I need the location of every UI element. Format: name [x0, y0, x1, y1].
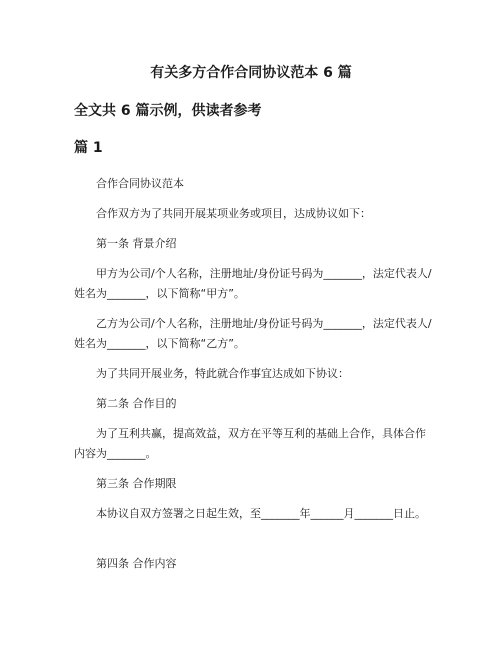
section-heading: 篇 1	[74, 140, 103, 156]
paragraph-contract-title: 合作合同协议范本	[96, 177, 184, 190]
paragraph-term: 本协议自双方签署之日起生效，至_______年______月_______日止。	[96, 507, 426, 520]
paragraph-party-b: 乙方为公司/个人名称，注册地址/身份证号码为_______，法定代表人/姓名为_______，以下简称“乙方”。	[74, 317, 432, 350]
paragraph-party-a: 甲方为公司/个人名称，注册地址/身份证号码为_______，法定代表人/姓名为_______，以下简称“甲方”。	[74, 267, 432, 300]
paragraph-article-2-heading: 第二条 合作目的	[96, 397, 177, 410]
paragraph-article-4-heading: 第四条 合作内容	[96, 557, 177, 570]
paragraph-intro: 合作双方为了共同开展某项业务或项目，达成协议如下：	[96, 207, 371, 220]
document-title: 有关多方合作合同协议范本 6 篇	[150, 65, 352, 81]
paragraph-purpose: 为了互利共赢，提高效益，双方在平等互利的基础上合作，具体合作内容为_______。	[74, 427, 426, 460]
document-subtitle: 全文共 6 篇示例，供读者参考	[74, 103, 262, 119]
paragraph-article-1-heading: 第一条 背景介绍	[96, 237, 177, 250]
paragraph-article-3-heading: 第三条 合作期限	[96, 477, 177, 490]
paragraph-agreement-lead: 为了共同开展业务，特此就合作事宜达成如下协议：	[96, 367, 349, 380]
